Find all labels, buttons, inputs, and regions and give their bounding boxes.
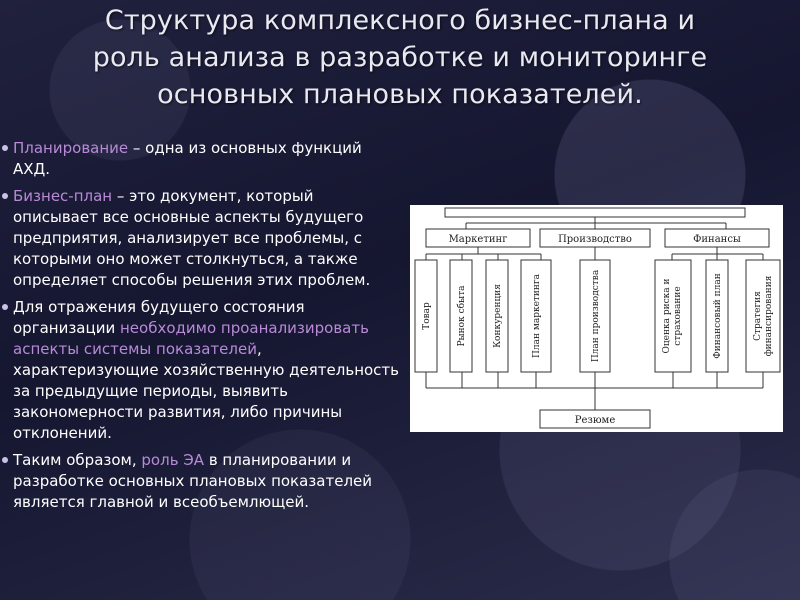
item-label-strategy-line-2: финансирования [764, 275, 774, 357]
bullet-icon [2, 457, 8, 463]
bullet-item-3 [2, 297, 402, 444]
bullet-4-text-before: Таким образом, [13, 451, 142, 469]
item-label-financial-plan: Финансовый план [713, 273, 723, 359]
bullet-4-text-after: в планировании и разработке основных плановых показателей является главной и всеобъемлющей. [13, 451, 373, 511]
bullet-list [2, 138, 402, 519]
bullet-1-text: – одна из основных функций АХД. [13, 139, 362, 178]
bullet-item-4 [2, 450, 402, 513]
slide-title [0, 2, 800, 113]
business-plan-diagram [410, 205, 783, 432]
bullet-3-highlight: необходимо проанализировать аспекты системы показателей [13, 319, 369, 358]
top-bar [445, 208, 745, 217]
summary-label: Резюме [574, 415, 616, 426]
title-line-2: роль анализа в разработке и мониторинге [92, 42, 708, 73]
item-label-production-plan: План производства [591, 269, 601, 363]
bullet-3-text-before: Для отражения будущего состояния организации [13, 298, 305, 337]
bullet-3-text-after: , характеризующие хозяйственную деятельность за предыдущие периоды, выявить закономерности развития, либо причины отклонений. [13, 340, 400, 442]
item-box-strategy [746, 260, 780, 372]
group-label-production: Производство [558, 234, 632, 245]
title-line-3: основных плановых показателей. [157, 79, 643, 110]
bullet-icon [2, 304, 8, 310]
item-label-marketing-plan: План маркетинга [532, 274, 542, 358]
item-label-competition: Конкуренция [493, 284, 503, 348]
title-line-1: Структура комплексного бизнес-плана и [104, 5, 696, 36]
bullet-1-highlight: Планирование [13, 139, 129, 157]
bullet-4-highlight: роль ЭА [141, 451, 205, 469]
item-label-market: Рынок сбыта [457, 285, 467, 347]
item-label-risk-line-2: страхование [673, 286, 683, 346]
bullet-item-1 [2, 138, 402, 180]
group-label-marketing: Маркетинг [448, 234, 508, 245]
bullet-item-2 [2, 186, 402, 291]
bullet-2-text: – это документ, который описывает все основные аспекты будущего предприятия, анализирует все проблемы, с которыми оно может столкнуться, а также определяет способы решения этих проблем. [13, 187, 371, 289]
bullet-icon [2, 193, 8, 199]
item-label-product: Товар [422, 302, 432, 330]
bullet-2-highlight: Бизнес-план [13, 187, 113, 205]
diagram-svg [410, 205, 783, 432]
bullet-icon [2, 145, 8, 151]
item-label-risk-line-1: Оценка риска и [662, 278, 672, 354]
group-label-finance: Финансы [693, 234, 741, 245]
item-label-strategy-line-1: Стратегия [753, 291, 763, 341]
